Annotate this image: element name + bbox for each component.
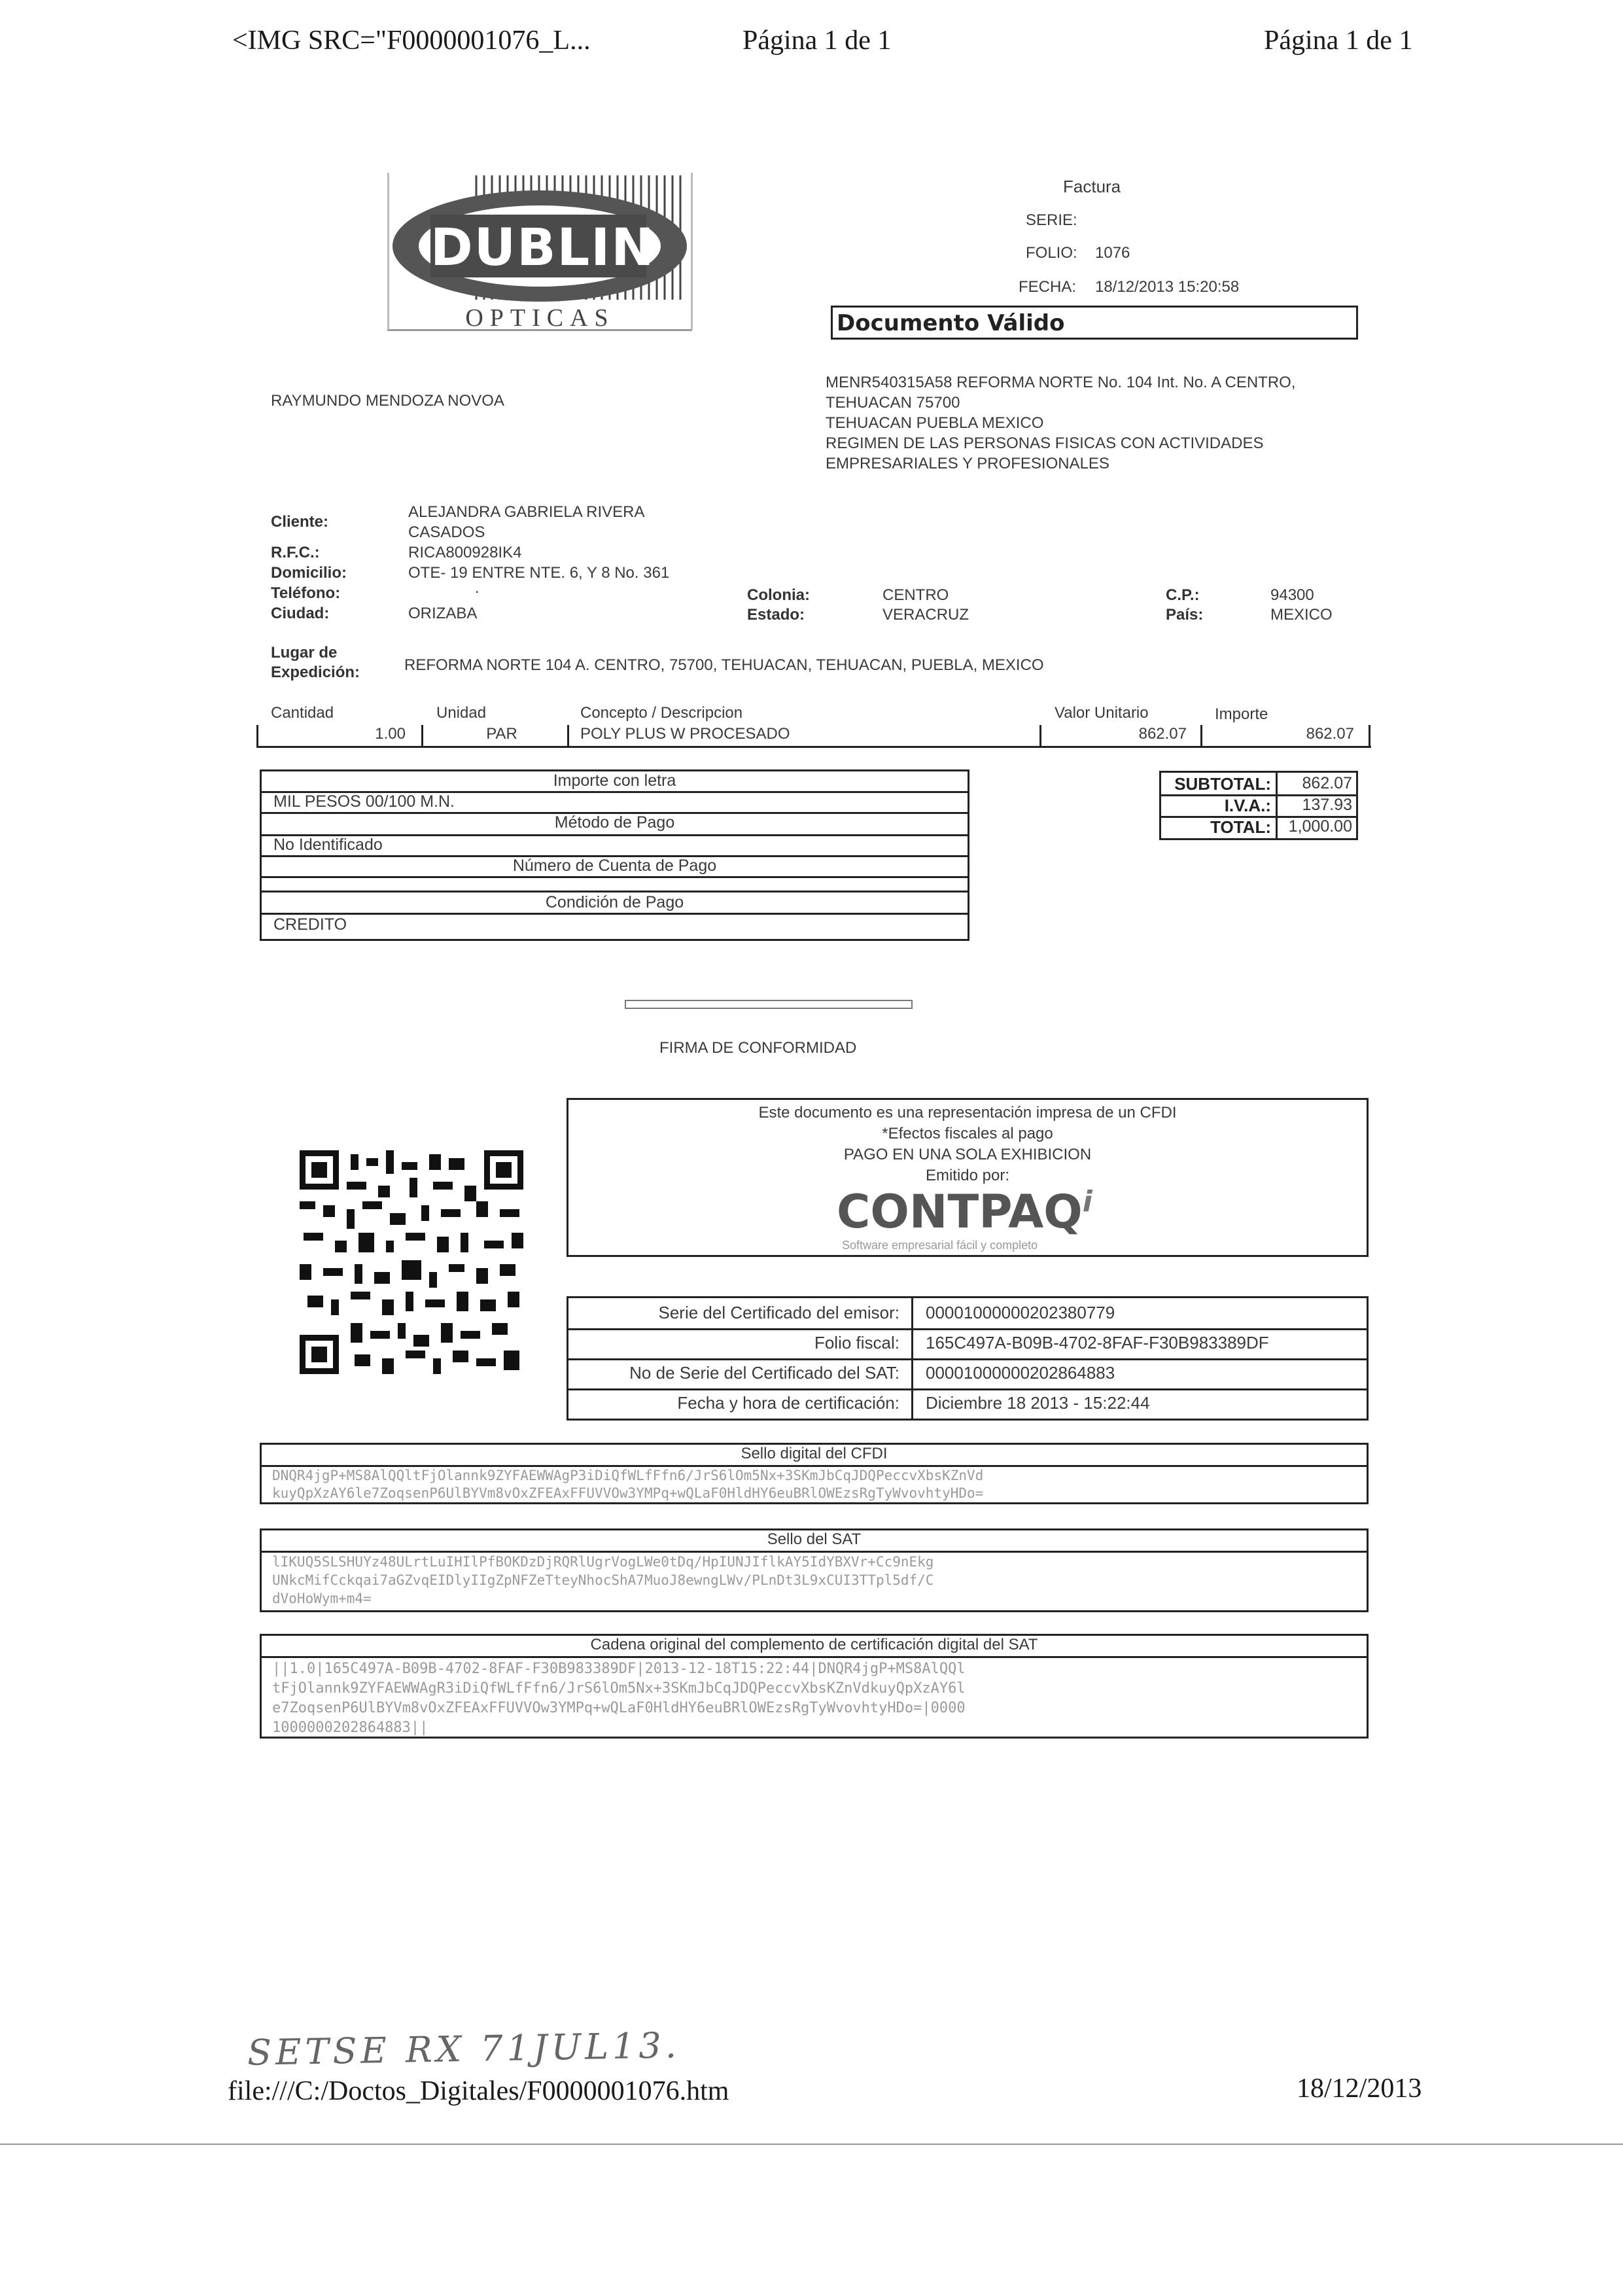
- cert-value-3: 00001000000202864883: [926, 1363, 1115, 1383]
- items-table: [256, 700, 1371, 749]
- contpaq-brand: CONTPAQ: [837, 1185, 1083, 1239]
- page-divider: [0, 2144, 1623, 2145]
- sello-cfdi-line-2: kuyQpXzAY6le7ZoqsenP6UlBYVm8vOxZFEAxFFUVVOw3YMPq+wQLaF0HldHY6euBRlOWEzsRgTyWvovhtyHDo=: [272, 1485, 984, 1501]
- lugar-label-1: Lugar de: [271, 644, 338, 662]
- print-footer-left: file:///C:/Doctos_Digitales/F0000001076.htm: [228, 2076, 729, 2106]
- cp-label: C.P.:: [1166, 586, 1200, 604]
- cliente-label: Cliente:: [271, 513, 329, 531]
- colonia-label: Colonia:: [747, 586, 810, 604]
- issuer-line-2: TEHUACAN 75700: [826, 394, 960, 412]
- lugar-value: REFORMA NORTE 104 A. CENTRO, 75700, TEHUACAN, TEHUACAN, PUEBLA, MEXICO: [404, 656, 1044, 674]
- sello-cfdi-box: [260, 1443, 1369, 1504]
- valid-document-label: Documento Válido: [837, 310, 1065, 336]
- header-importe: Importe: [1215, 705, 1268, 723]
- fecha-value: 18/12/2013 15:20:58: [1095, 278, 1240, 296]
- header-unidad: Unidad: [436, 704, 487, 722]
- rfc-label: R.F.C.:: [271, 544, 320, 561]
- condicion-label: Condición de Pago: [545, 893, 684, 911]
- total-value: 1,000.00: [1288, 817, 1352, 836]
- lugar-label-2: Expedición:: [271, 663, 360, 681]
- subtotal-label: SUBTOTAL:: [1174, 774, 1271, 794]
- signature-line: [625, 1000, 913, 1009]
- domicilio-value: OTE- 19 ENTRE NTE. 6, Y 8 No. 361: [408, 564, 670, 582]
- cert-label-1: Serie del Certificado del emisor:: [658, 1303, 899, 1322]
- cfdi-notice-box: [567, 1098, 1369, 1257]
- cert-label-3: No de Serie del Certificado del SAT:: [629, 1363, 899, 1383]
- iva-label: I.V.A.:: [1224, 796, 1271, 815]
- folio-value: 1076: [1095, 244, 1130, 262]
- cp-value: 94300: [1270, 586, 1314, 604]
- total-label: TOTAL:: [1210, 817, 1271, 837]
- contpaq-tagline: Software empresarial fácil y completo: [842, 1239, 1038, 1252]
- cadena-line-3: e7ZoqsenP6UlBYVm8vOxZFEAxFFUVVOw3YMPq+wQLaF0HldHY6euBRlOWEzsRgTyWvovhtyHDo=|0000: [272, 1700, 966, 1716]
- cadena-line-4: 1000000202864883||: [272, 1720, 428, 1736]
- cfdi-notice-text: [568, 1103, 1367, 1186]
- importe-letra-label: Importe con letra: [553, 771, 676, 790]
- telefono-label: Teléfono:: [271, 584, 341, 602]
- sello-cfdi-title: Sello digital del CFDI: [741, 1445, 888, 1462]
- pais-label: País:: [1166, 606, 1204, 624]
- header-valor-unitario: Valor Unitario: [1055, 704, 1149, 722]
- issuer-name: RAYMUNDO MENDOZA NOVOA: [271, 392, 504, 410]
- cliente-value-2: CASADOS: [408, 523, 485, 541]
- contpaq-logo: [837, 1185, 1092, 1239]
- cfdi-line-2: *Efectos fiscales al pago: [882, 1125, 1053, 1142]
- iva-value: 137.93: [1302, 796, 1352, 814]
- handwritten-note: SETSE RX 71JUL13.: [247, 2024, 681, 2074]
- issuer-line-5: EMPRESARIALES Y PROFESIONALES: [826, 455, 1109, 472]
- row-valor: 862.07: [1138, 725, 1187, 743]
- cert-label-4: Fecha y hora de certificación:: [677, 1393, 899, 1413]
- qr-code: [300, 1150, 523, 1374]
- issuer-line-3: TEHUACAN PUEBLA MEXICO: [826, 414, 1044, 432]
- telefono-value: .: [475, 579, 480, 597]
- ciudad-value: ORIZABA: [408, 605, 478, 622]
- pais-value: MEXICO: [1270, 606, 1333, 624]
- fecha-label: FECHA:: [1019, 278, 1077, 296]
- invoice-title: Factura: [1063, 177, 1121, 196]
- cadena-title: Cadena original del complemento de certificación digital del SAT: [590, 1636, 1038, 1653]
- header-cantidad: Cantidad: [271, 704, 334, 722]
- sello-cfdi-line-1: DNQR4jgP+MS8AlQQltFjOlannk9ZYFAEWWAgP3iDiQfWLfFfn6/JrS6lOm5Nx+3SKmJbCqJDQPeccvXbsKZnVd: [272, 1468, 984, 1483]
- serie-label: SERIE:: [1026, 211, 1077, 229]
- cadena-line-1: ||1.0|165C497A-B09B-4702-8FAF-F30B983389DF|2013-12-18T15:22:44|DNQR4jgP+MS8AlQQl: [272, 1661, 966, 1677]
- contpaq-suffix: i: [1082, 1185, 1092, 1218]
- row-unidad: PAR: [486, 725, 517, 743]
- importe-letra-value: MIL PESOS 00/100 M.N.: [273, 792, 455, 811]
- subtotal-value: 862.07: [1302, 774, 1352, 792]
- cert-value-4: Diciembre 18 2013 - 15:22:44: [926, 1393, 1150, 1413]
- row-cantidad: 1.00: [375, 725, 406, 743]
- cert-value-1: 00001000000202380779: [926, 1303, 1115, 1322]
- sello-sat-line-1: lIKUQ5SLSHUYz48ULrtLuIHIlPfBOKDzDjRQRlUgrVogLWe0tDq/HpIUNJIflkAY5IdYBXVr+Cc9nEkg: [272, 1554, 934, 1570]
- ciudad-label: Ciudad:: [271, 605, 330, 622]
- logo-brand: DUBLIN: [430, 219, 655, 277]
- certificate-table: [567, 1296, 1369, 1421]
- rfc-value: RICA800928IK4: [408, 544, 522, 561]
- cert-value-2: 165C497A-B09B-4702-8FAF-F30B983389DF: [926, 1333, 1269, 1352]
- metodo-label: Método de Pago: [554, 813, 675, 832]
- print-header-left: <IMG SRC="F0000001076_L...: [232, 26, 591, 56]
- row-concepto: POLY PLUS W PROCESADO: [580, 725, 790, 743]
- sello-sat-line-3: dVoHoWym+m4=: [272, 1591, 372, 1606]
- sello-sat-box: [260, 1528, 1369, 1612]
- print-header-center: Página 1 de 1: [742, 26, 892, 56]
- domicilio-label: Domicilio:: [271, 564, 347, 582]
- estado-value: VERACRUZ: [882, 606, 969, 624]
- cadena-line-2: tFjOlannk9ZYFAEWWAgR3iDiQfWLfFfn6/JrS6lOm5Nx+3SKmJbCqJDQPeccvXbsKZnVdkuyQpXzAY6l: [272, 1680, 966, 1697]
- sello-sat-line-2: UNkcMifCckqai7aGZvqEIDlyIIgZpNFZeTteyNhocShA7MuoJ8ewngLWv/PLnDt3L9xCUI3TTpl5df/C: [272, 1572, 934, 1588]
- sello-cfdi-text: [272, 1467, 983, 1502]
- totals-table: [1159, 771, 1358, 840]
- colonia-value: CENTRO: [882, 586, 949, 604]
- estado-label: Estado:: [747, 606, 805, 624]
- sello-sat-text: [272, 1553, 934, 1608]
- dublin-opticas-logo: [385, 169, 695, 340]
- issuer-line-4: REGIMEN DE LAS PERSONAS FISICAS CON ACTIVIDADES: [826, 434, 1264, 452]
- cfdi-line-3: PAGO EN UNA SOLA EXHIBICION: [843, 1146, 1092, 1163]
- qr-code-icon: [300, 1150, 523, 1374]
- print-header-right: Página 1 de 1: [1264, 26, 1413, 56]
- payment-info-table: [260, 769, 969, 941]
- logo-sub: OPTICAS: [465, 304, 615, 332]
- print-footer-right: 18/12/2013: [1297, 2074, 1422, 2104]
- issuer-line-1: MENR540315A58 REFORMA NORTE No. 104 Int. No. A CENTRO,: [826, 374, 1296, 391]
- row-importe: 862.07: [1306, 725, 1354, 743]
- cfdi-line-4: Emitido por:: [925, 1167, 1010, 1184]
- cliente-value-1: ALEJANDRA GABRIELA RIVERA: [408, 503, 645, 521]
- cuenta-label: Número de Cuenta de Pago: [512, 857, 717, 875]
- metodo-value: No Identificado: [273, 836, 383, 854]
- cert-label-2: Folio fiscal:: [814, 1333, 899, 1352]
- cadena-text: [272, 1659, 966, 1738]
- issuer-address: [826, 372, 1296, 474]
- condicion-value: CREDITO: [273, 915, 347, 934]
- header-concepto: Concepto / Descripcion: [580, 704, 743, 722]
- valid-document-box: [831, 306, 1358, 340]
- cadena-original-box: [260, 1634, 1369, 1739]
- sello-sat-title: Sello del SAT: [767, 1530, 862, 1548]
- folio-label: FOLIO:: [1026, 244, 1077, 262]
- signature-label: FIRMA DE CONFORMIDAD: [659, 1039, 857, 1057]
- cfdi-line-1: Este documento es una representación impresa de un CFDI: [758, 1104, 1177, 1122]
